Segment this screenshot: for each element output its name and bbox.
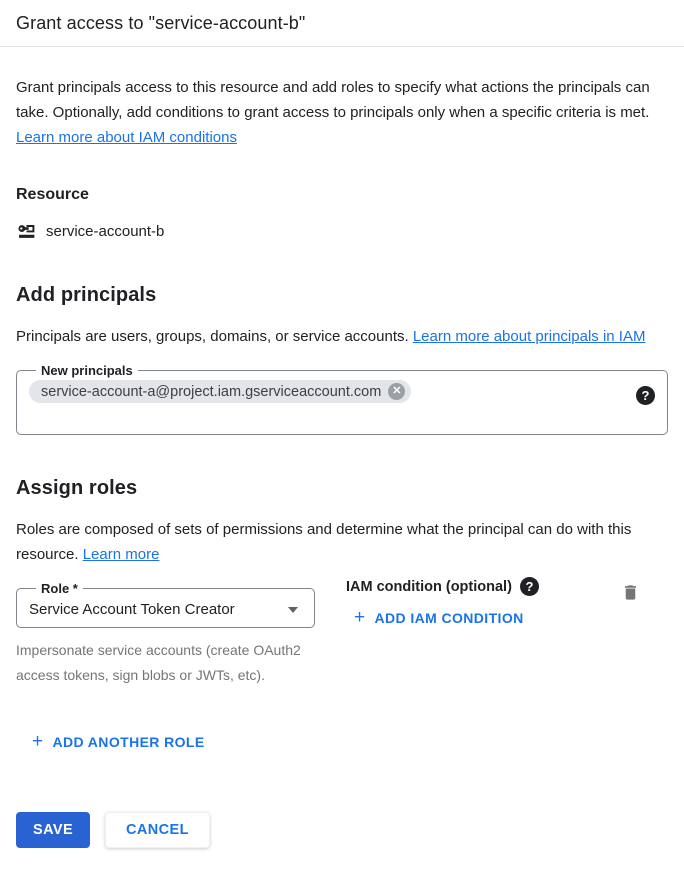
chevron-down-icon [288, 607, 298, 613]
add-iam-condition-label: ADD IAM CONDITION [374, 610, 524, 626]
intro-paragraph [16, 75, 664, 150]
cancel-button[interactable]: CANCEL [105, 812, 210, 848]
dialog-header [0, 0, 684, 47]
role-column [16, 567, 315, 688]
resource-heading: Resource [16, 186, 89, 203]
principals-learn-more-link[interactable]: Learn more about principals in IAM [412, 328, 646, 345]
add-another-role-button[interactable] [32, 731, 205, 752]
assign-roles-description [16, 517, 664, 567]
iam-condition-column [346, 567, 621, 628]
plus-icon: + [354, 607, 366, 628]
role-select[interactable] [16, 581, 315, 628]
add-principals-heading: Add principals [16, 284, 157, 306]
service-account-icon [16, 221, 37, 242]
add-iam-condition-button[interactable] [354, 607, 524, 628]
role-selected-value: Service Account Token Creator [29, 601, 235, 618]
iam-conditions-link[interactable]: Learn more about IAM conditions [16, 129, 237, 146]
add-principals-description [16, 324, 664, 349]
role-label: Role * [41, 581, 78, 596]
trash-icon [621, 583, 640, 602]
role-value-row[interactable] [29, 601, 302, 618]
delete-role-column [621, 567, 640, 607]
principals-chip-area [29, 380, 655, 403]
add-principals-text: Principals are users, groups, domains, or service accounts. [16, 328, 413, 345]
roles-learn-more-link[interactable]: Learn more [82, 546, 160, 563]
role-helper-text: Impersonate service accounts (create OAuth2 access tokens, sign blobs or JWTs, etc). [16, 642, 301, 683]
save-button[interactable]: SAVE [16, 812, 90, 848]
principals-help-icon[interactable]: ? [636, 386, 655, 405]
chip-remove-icon[interactable]: ✕ [388, 383, 405, 400]
dialog-content [0, 75, 684, 848]
assign-roles-heading: Assign roles [16, 477, 138, 499]
plus-icon: + [32, 731, 44, 752]
assign-roles-text: Roles are composed of sets of permissions and determine what the principal can do with this resource. [16, 521, 632, 563]
iam-condition-help-icon[interactable]: ? [520, 577, 539, 596]
add-another-role-label: ADD ANOTHER ROLE [52, 734, 205, 750]
new-principals-field[interactable] [16, 363, 668, 435]
iam-condition-label-row [346, 577, 621, 596]
principal-chip-value: service-account-a@project.iam.gserviceaccount.com [41, 383, 382, 400]
role-binding-row [16, 567, 668, 688]
delete-role-button[interactable] [621, 583, 640, 602]
principal-chip[interactable] [29, 380, 411, 403]
resource-name: service-account-b [46, 223, 165, 240]
dialog-footer [16, 812, 668, 848]
dialog-title: Grant access to "service-account-b" [16, 13, 306, 33]
intro-text: Grant principals access to this resource and add roles to specify what actions the principals can take. Optionally, add conditions to grant access to principals only when a specific criteria is met. [16, 79, 650, 121]
iam-condition-label: IAM condition (optional) [346, 578, 512, 595]
new-principals-label: New principals [41, 363, 133, 378]
resource-row [16, 221, 668, 242]
